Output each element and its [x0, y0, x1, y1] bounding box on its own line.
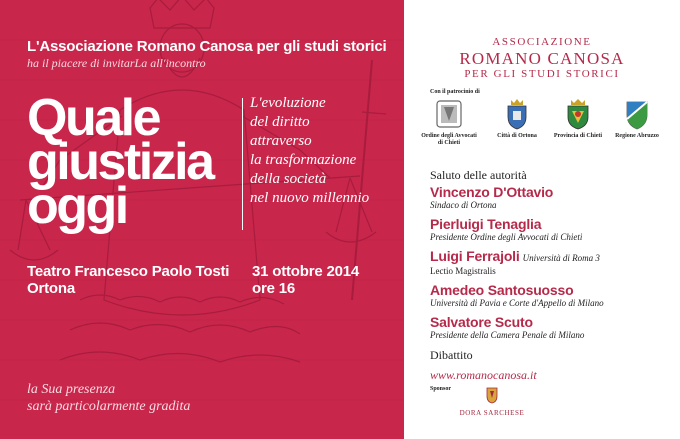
event-date: 31 ottobre 2014	[252, 263, 360, 280]
title-line: giustizia	[27, 133, 213, 191]
speaker-name: Luigi Ferrajoli	[430, 248, 520, 264]
subtitle-line: del diritto	[250, 114, 310, 130]
greeting-heading: Saluto delle autorità	[430, 168, 527, 182]
speaker	[430, 315, 584, 341]
debate-heading: Dibattito	[430, 348, 473, 362]
title-line: oggi	[27, 177, 127, 235]
chieti-province-coat-of-arms-icon	[561, 97, 595, 131]
association-line: L'Associazione Romano Canosa per gli studi storici	[27, 38, 387, 55]
logo-line: PER GLI STUDI STORICI	[464, 68, 620, 80]
patron-abruzzo-region	[606, 97, 668, 140]
bar-association-crest-icon	[432, 97, 466, 131]
speaker-role: Presidente della Camera Penale di Milano	[430, 330, 585, 340]
subtitle-line: L'evoluzione	[250, 95, 326, 111]
venue	[27, 263, 229, 297]
speaker	[430, 217, 582, 243]
title-line: Quale	[27, 89, 159, 147]
speaker	[430, 185, 553, 211]
patron-label: di Chieti	[437, 140, 461, 146]
subtitle-line: della società	[250, 171, 327, 187]
event-datetime	[252, 263, 359, 297]
speaker-role: Presidente Ordine degli Avvocati di Chieti	[430, 232, 583, 242]
sponsor-crest-icon	[481, 386, 503, 404]
speaker-affiliation: Università di Roma 3	[522, 253, 600, 263]
speaker-name-row	[430, 249, 600, 266]
subtitle-line: attraverso	[250, 133, 312, 149]
patron-label: Regione Abruzzo	[615, 133, 659, 139]
speaker-role: Università di Pavia e Corte d'Appello di Milano	[430, 298, 604, 308]
speaker-name: Salvatore Scuto	[430, 314, 533, 330]
speaker-role: Lectio Magistralis	[430, 266, 496, 276]
patron-label: Città di Ortona	[497, 133, 537, 139]
abruzzo-region-shield-icon	[620, 97, 654, 131]
subtitle-line: la trasformazione	[250, 152, 357, 168]
logo-line: ASSOCIAZIONE	[492, 36, 592, 48]
logo-line: ROMANO CANOSA	[459, 49, 625, 68]
venue-city: Ortona	[27, 280, 75, 297]
website-link[interactable]: www.romanocanosa.it	[430, 368, 537, 382]
speaker	[430, 249, 600, 277]
association-logo	[424, 36, 660, 81]
closing-line: sarà particolarmente gradita	[27, 399, 191, 414]
sponsor-name: DORA SARCHESE	[459, 409, 525, 417]
event-time: ore 16	[252, 280, 295, 297]
speaker	[430, 283, 604, 309]
right-panel	[404, 0, 680, 439]
closing-line: la Sua presenza	[27, 382, 116, 397]
event-title	[27, 89, 213, 235]
patron-chieti-province	[547, 97, 609, 140]
subtitle-line: nel nuovo millennio	[250, 190, 370, 206]
patron-bar-association	[418, 97, 480, 147]
subtitle-divider	[242, 98, 243, 230]
speaker-name: Pierluigi Tenaglia	[430, 216, 542, 232]
speaker-name: Amedeo Santosuosso	[430, 282, 574, 298]
venue-name: Teatro Francesco Paolo Tosti	[27, 263, 230, 280]
invite-line: ha il piacere di invitarLa all'incontro	[27, 56, 206, 70]
ortona-coat-of-arms-icon	[500, 97, 534, 131]
closing-note	[27, 381, 190, 415]
sponsor-logo	[432, 386, 552, 417]
patron-ortona	[486, 97, 548, 140]
patron-label: Provincia di Chieti	[553, 133, 603, 139]
speaker-role: Sindaco di Ortona	[430, 200, 497, 210]
sponsor-label: Sponsor	[430, 386, 452, 392]
speaker-name: Vincenzo D'Ottavio	[430, 184, 554, 200]
patron-label: Ordine degli Avvocati	[421, 133, 477, 139]
patronage-label: Con il patrocinio di	[430, 89, 480, 95]
event-subtitle	[250, 94, 369, 208]
